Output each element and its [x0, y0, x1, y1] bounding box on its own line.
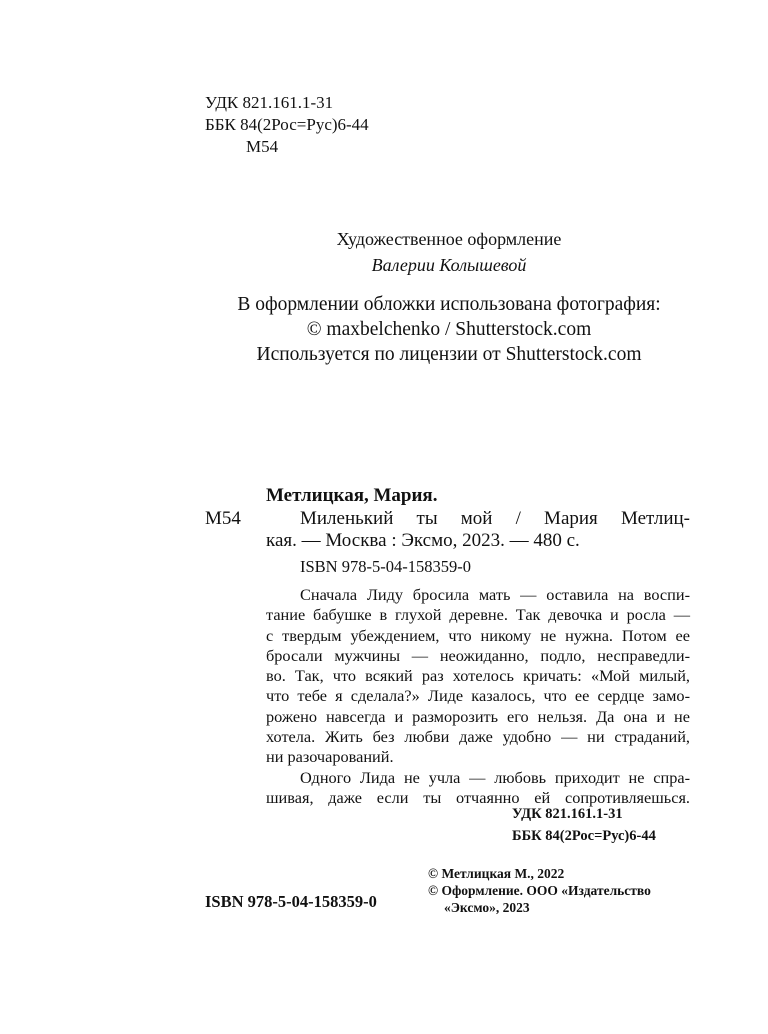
annotation	[266, 585, 690, 808]
copyright-design-line2: «Эксмо», 2023	[444, 900, 530, 915]
design-credit-name: Валерии Колышевой	[371, 255, 527, 275]
annotation-line: с твердым убеждением, что никому не нужна. Потом ее	[266, 625, 690, 645]
catalog-title-line1: Миленький ты мой / Мария Метлиц-	[300, 508, 690, 529]
catalog-mark: М54	[205, 508, 241, 529]
author-mark-top: М54	[246, 137, 279, 156]
catalog-title-line2: кая. — Москва : Эксмо, 2023. — 480 с.	[266, 530, 580, 551]
annotation-line: Одного Лида не учла — любовь приходит не спра-	[300, 767, 690, 787]
annotation-line: тание бабушке в глухой деревне. Так девочка и росла —	[266, 605, 690, 625]
udk-code-top: УДК 821.161.1-31	[205, 93, 334, 112]
catalog-author-heading: Метлицкая, Мария.	[266, 485, 438, 506]
photo-credit-line3: Используется по лицензии от Shutterstock.com	[256, 344, 642, 365]
photo-credit-line2: © maxbelchenko / Shutterstock.com	[306, 319, 592, 340]
annotation-line: ни разочарований.	[266, 747, 394, 767]
catalog-isbn: ISBN 978-5-04-158359-0	[300, 557, 471, 576]
bbk-code-bottom: ББК 84(2Рос=Рус)6-44	[512, 828, 656, 844]
annotation-line: во. Так, что всякий раз хотелось кричать: «Мой милый,	[266, 666, 690, 686]
annotation-line: хотела. Жить без любви даже удобно — ни страданий,	[266, 727, 690, 747]
design-credit-title: Художественное оформление	[336, 229, 562, 249]
annotation-line: бросали мужчины — неожиданно, подло, несправедли-	[266, 645, 690, 665]
copyright-author: © Метлицкая М., 2022	[428, 866, 565, 881]
annotation-line: Сначала Лиду бросила мать — оставила на воспи-	[300, 585, 690, 604]
annotation-line: рожено навсегда и разморозить его нельзя. Да она и не	[266, 706, 690, 726]
bbk-code-top: ББК 84(2Рос=Рус)6-44	[205, 115, 369, 134]
annotation-line: шивая, даже если ты отчаянно ей сопротивляешься.	[266, 787, 690, 807]
photo-credit-line1: В оформлении обложки использована фотография:	[237, 294, 661, 315]
annotation-line: что тебе я сделала?» Лиде казалось, что ее сердце замо-	[266, 686, 690, 706]
footer-isbn: ISBN 978-5-04-158359-0	[205, 892, 377, 911]
copyright-design-line1: © Оформление. ООО «Издательство	[428, 883, 651, 898]
udk-code-bottom: УДК 821.161.1-31	[512, 806, 623, 822]
